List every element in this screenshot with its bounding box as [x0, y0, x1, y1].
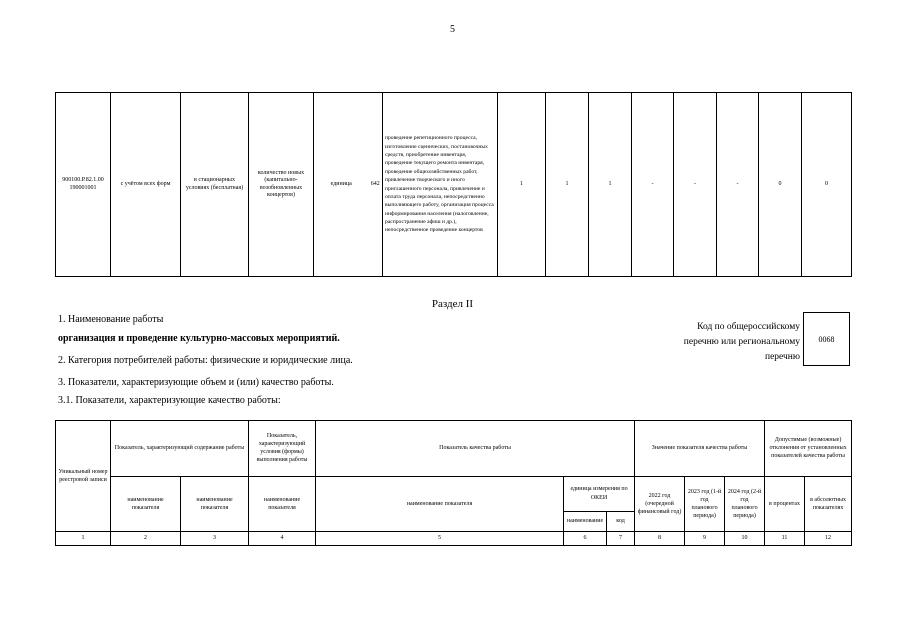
header-percent: в процентах — [765, 476, 805, 532]
column-number: 6 — [564, 532, 607, 546]
table-header-row — [56, 476, 852, 511]
header-name: наименование показателя — [316, 476, 564, 532]
table-row — [56, 93, 852, 277]
header-year-2024: 2024 год (2-й год планового периода) — [725, 476, 765, 532]
header-name: наименование показателя — [249, 476, 316, 532]
registry-code-label: Код по общероссийскому перечню или региональному перечню — [683, 322, 800, 362]
consumer-category: 2. Категория потребителей работы: физические и юридические лица. — [58, 355, 353, 366]
quality-indicators-table — [55, 420, 852, 546]
column-number-row — [56, 532, 852, 546]
value-cell: 1 — [589, 93, 632, 277]
description-cell: проведение репетиционного процесса, изготовление сценических, постановочных средств, приобретение инвентаря, проведение текущего ремонта инвентаря, проведение общехозяйственных работ, привлечение творческого и иного приглашенного персонала, привлечение и оплата труда персонала, непосредственно выполняющего работу, организация процесса информирования населения (налоговление, распространение афиш и др.), непосредственное проведение концертов — [383, 93, 498, 277]
value-cell: 0 — [802, 93, 852, 277]
registry-code-box: 0068 — [803, 312, 850, 366]
unit-name-cell: единица — [314, 93, 369, 277]
work-name-label: 1. Наименование работы — [58, 314, 164, 325]
column-number: 9 — [685, 532, 725, 546]
indicator-cell: количество новых (капитально-возобновленных концертов) — [249, 93, 314, 277]
header-name: наименование показателя — [111, 476, 181, 532]
value-cell: 1 — [546, 93, 589, 277]
unit-code-cell: 642 — [369, 93, 383, 277]
column-number: 8 — [635, 532, 685, 546]
column-number: 11 — [765, 532, 805, 546]
column-number: 12 — [805, 532, 852, 546]
indicators-heading: 3. Показатели, характеризующие объем и (или) качество работы. — [58, 377, 334, 388]
work-name: организация и проведение культурно-массовых мероприятий. — [58, 333, 340, 344]
header-condition: Показатель, характеризующий условия (формы) выполнения работы — [249, 421, 316, 477]
header-value: Значение показателя качества работы — [635, 421, 765, 477]
header-registry: Уникальный номер реестровой записи — [56, 421, 111, 532]
header-okei: единица измерения по ОКЕИ — [564, 476, 635, 511]
column-number: 7 — [607, 532, 635, 546]
registry-cell: 900100.Р.82.1.00 190001001 — [56, 93, 111, 277]
section-title: Раздел II — [431, 298, 474, 310]
condition-cell: в стационарных условиях (бесплатная) — [181, 93, 249, 277]
value-cell: - — [674, 93, 717, 277]
column-number: 10 — [725, 532, 765, 546]
column-number: 1 — [56, 532, 111, 546]
table-header-row — [56, 421, 852, 477]
header-okei-name: наименование — [564, 511, 607, 531]
work-volume-table — [55, 92, 852, 277]
header-name: наименование показателя — [181, 476, 249, 532]
column-number: 2 — [111, 532, 181, 546]
column-number: 3 — [181, 532, 249, 546]
header-okei-code: код — [607, 511, 635, 531]
quality-indicators-heading: 3.1. Показатели, характеризующие качество работы: — [58, 395, 281, 406]
header-quality: Показатель качества работы — [316, 421, 635, 477]
value-cell: - — [632, 93, 674, 277]
header-content: Показатель, характеризующий содержание работы — [111, 421, 249, 477]
column-number: 4 — [249, 532, 316, 546]
header-deviation: Допустимые (возможные) отклонения от установленных показателей качества работы — [765, 421, 852, 477]
value-cell: 0 — [759, 93, 802, 277]
value-cell: - — [717, 93, 759, 277]
value-cell: 1 — [498, 93, 546, 277]
content-cell: с учётом всех форм — [111, 93, 181, 277]
header-year-2022: 2022 год (очередной финансовый год) — [635, 476, 685, 532]
header-absolute: в абсолютных показателях — [805, 476, 852, 532]
header-year-2023: 2023 год (1-й год планового периода) — [685, 476, 725, 532]
column-number: 5 — [316, 532, 564, 546]
page-number: 5 — [450, 24, 455, 35]
